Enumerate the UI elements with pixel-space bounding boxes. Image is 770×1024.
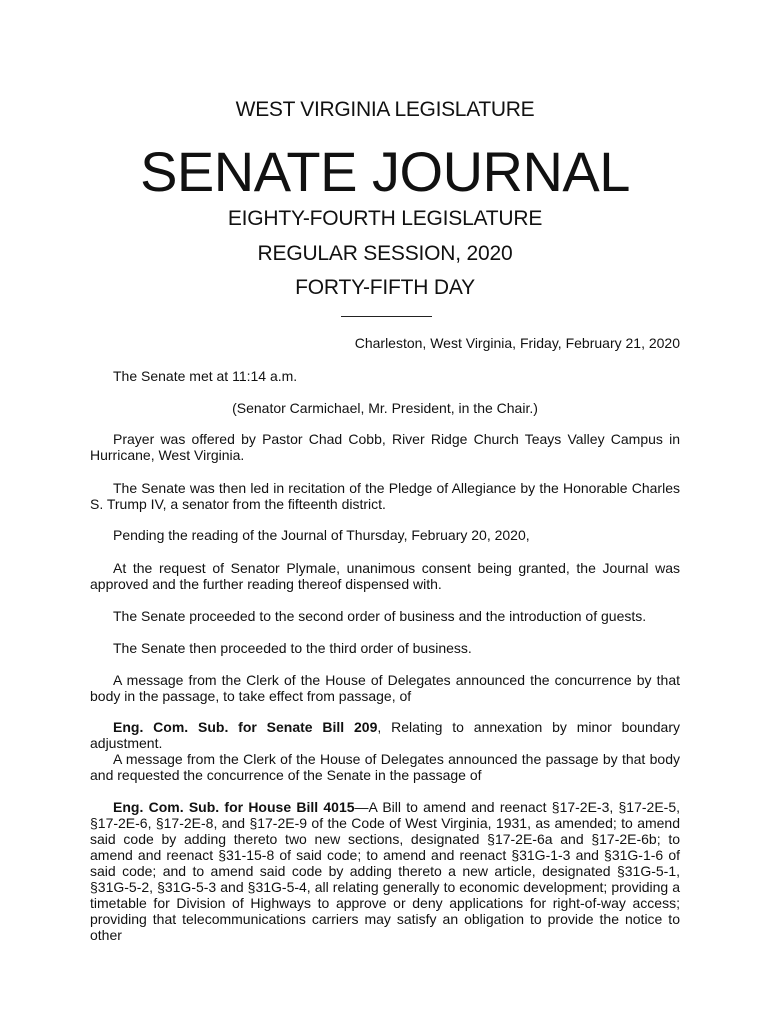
legislature-heading: WEST VIRGINIA LEGISLATURE xyxy=(235,98,535,121)
paragraph-house-message-passage: A message from the Clerk of the House of Delegates announced the passage by that body and requested the concurrence of the Senate in the passage of xyxy=(90,751,680,783)
paragraph-senate-bill-209 xyxy=(90,719,680,751)
paragraph-house-message-concurrence: A message from the Clerk of the House of Delegates announced the concurrence by that body in the passage, to take effect from passage, of xyxy=(90,672,680,704)
paragraph-chair: (Senator Carmichael, Mr. President, in the Chair.) xyxy=(232,400,538,416)
paragraph-prayer: Prayer was offered by Pastor Chad Cobb, River Ridge Church Teays Valley Campus in Hurricane, West Virginia. xyxy=(90,431,680,463)
paragraph-second-order: The Senate proceeded to the second order of business and the introduction of guests. xyxy=(113,608,647,624)
paragraph-third-order: The Senate then proceeded to the third order of business. xyxy=(113,640,472,656)
dateline: Charleston, West Virginia, Friday, February 21, 2020 xyxy=(354,335,680,351)
journal-title: SENATE JOURNAL xyxy=(140,140,630,203)
paragraph-senate-met: The Senate met at 11:14 a.m. xyxy=(113,368,298,384)
bill-description-sb209: , Relating to annexation by minor boundary adjustment. xyxy=(90,719,680,751)
session-name: REGULAR SESSION, 2020 xyxy=(257,242,513,265)
session-ordinal: EIGHTY-FOURTH LEGISLATURE xyxy=(227,207,543,230)
paragraph-pending-reading: Pending the reading of the Journal of Thursday, February 20, 2020, xyxy=(113,527,530,543)
header-divider xyxy=(341,316,432,317)
bill-title-sb209: Eng. Com. Sub. for Senate Bill 209 xyxy=(113,719,378,735)
paragraph-house-bill-4015 xyxy=(90,799,680,943)
paragraph-pledge: The Senate was then led in recitation of the Pledge of Allegiance by the Honorable Charles S. Trump IV, a senator from the fifteenth district. xyxy=(90,480,680,512)
day-number: FORTY-FIFTH DAY xyxy=(295,276,475,299)
paragraph-journal-approved: At the request of Senator Plymale, unanimous consent being granted, the Journal was approved and the further reading thereof dispensed with. xyxy=(90,560,680,592)
bill-title-hb4015: Eng. Com. Sub. for House Bill 4015 xyxy=(113,799,355,815)
bill-description-hb4015: —A Bill to amend and reenact §17-2E-3, §17-2E-5, §17-2E-6, §17-2E-8, and §17-2E-9 of the Code of West Virginia, 1931, as amended; to amend said code by adding thereto two new sections, designated §17-2E-6a and §17-2E-6b; to amend and reenact §31-15-8 of said code; to amend and reenact §31G-1-3 and §31G-1-6 of said code; and to amend said code by adding thereto a new article, designated §31G-5-1, §31G-5-2, §31G-5-3 and §31G-5-4, all relating generally to economic development; providing a timetable for Division of Highways to approve or deny applications for right-of-way access; providing that telecommunications carriers may satisfy an obligation to provide the notice to other xyxy=(90,799,681,943)
